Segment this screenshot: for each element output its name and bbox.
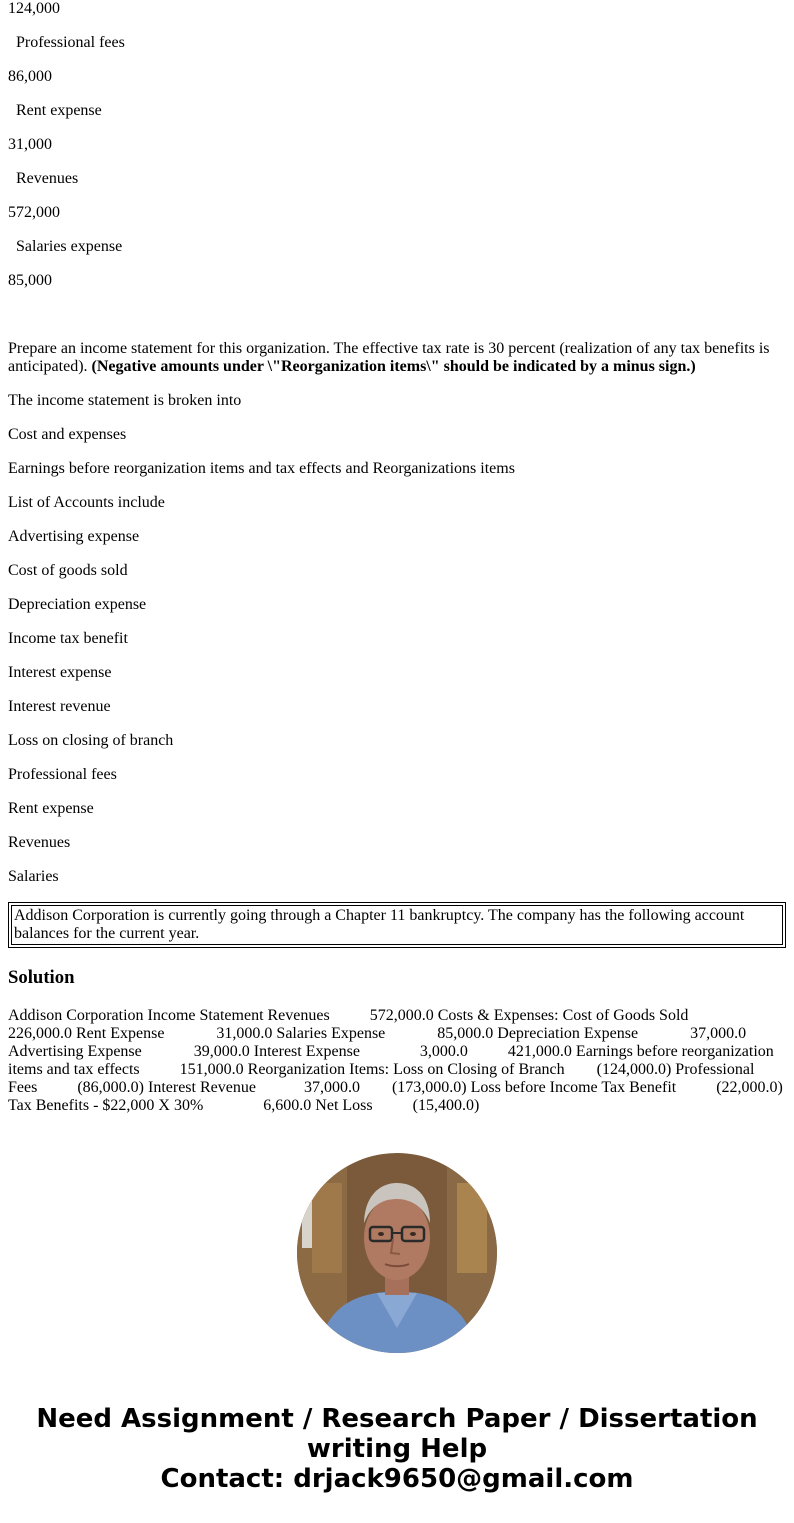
promo-contact: Contact: drjack9650@gmail.com: [160, 1464, 634, 1494]
instructions-bold-note: (Negative amounts under \"Reorganization items\" should be indicated by a minus sign.): [91, 358, 696, 375]
list-item: 572,000: [8, 204, 60, 221]
list-item: Rent expense: [16, 102, 102, 119]
promo-line-2: writing Help: [306, 1434, 488, 1464]
solution-heading: Solution: [8, 967, 75, 988]
account-item: Revenues: [8, 834, 71, 851]
list-item: Revenues: [16, 170, 79, 187]
account-item: Income tax benefit: [8, 630, 128, 647]
list-item: Salaries expense: [16, 238, 123, 255]
section-earnings: Earnings before reorganization items and tax effects and Reorganizations items: [8, 460, 515, 477]
account-item: Interest revenue: [8, 698, 111, 715]
spacer: [8, 306, 786, 340]
broken-into-text: The income statement is broken into: [8, 392, 242, 409]
account-item: Interest expense: [8, 664, 112, 681]
question-text: Addison Corporation is currently going through a Chapter 11 bankruptcy. The company has the following account balances for the current year.: [11, 905, 783, 945]
account-item: Cost of goods sold: [8, 562, 128, 579]
list-item: 31,000: [8, 136, 52, 153]
account-item: Depreciation expense: [8, 596, 147, 613]
avatar-portrait-icon: [297, 1153, 497, 1353]
instructions-text: Prepare an income statement for this organization. The effective tax rate is 30 percent (realization of any tax benefits is anticipated).: [8, 340, 770, 375]
account-item: Advertising expense: [8, 528, 140, 545]
question-box: [8, 902, 786, 948]
account-values-list: [8, 0, 786, 290]
solution-body: Addison Corporation Income Statement Revenues 572,000.0 Costs & Expenses: Cost of Goods Sold 226,000.0 Rent Expense 31,000.0 Salaries Expense 85,000.0 Depreciation Expense 37,000.0 Advertising Expense 39,000.0 Interest Expense 3,000.0 421,000.0 Earnings before reorganization items and tax effects 151,000.0 Reorganization Items: Loss on Closing of Branch (124,000.0) Professional Fees (86,000.0) Interest Revenue 37,000.0 (173,000.0) Loss before Income Tax Benefit (22,000.0) Tax Benefits - $22,000 X 30% 6,600.0 Net Loss (15,400.0): [8, 1007, 787, 1114]
section-cost-expenses: Cost and expenses: [8, 426, 127, 443]
list-item: Professional fees: [16, 34, 125, 51]
accounts-heading: List of Accounts include: [8, 494, 165, 511]
instructions-paragraph: [8, 340, 786, 376]
list-item: 86,000: [8, 68, 52, 85]
account-item: Professional fees: [8, 766, 117, 783]
account-item: Loss on closing of branch: [8, 732, 174, 749]
accounts-list: [8, 528, 786, 886]
account-item: Rent expense: [8, 800, 94, 817]
account-item: Salaries: [8, 868, 59, 885]
list-item: 124,000: [8, 0, 60, 17]
avatar: [297, 1153, 497, 1353]
promo-line-1: Need Assignment / Research Paper / Dissertation: [36, 1404, 758, 1434]
promo-banner: [0, 1404, 794, 1494]
list-item: 85,000: [8, 272, 52, 289]
